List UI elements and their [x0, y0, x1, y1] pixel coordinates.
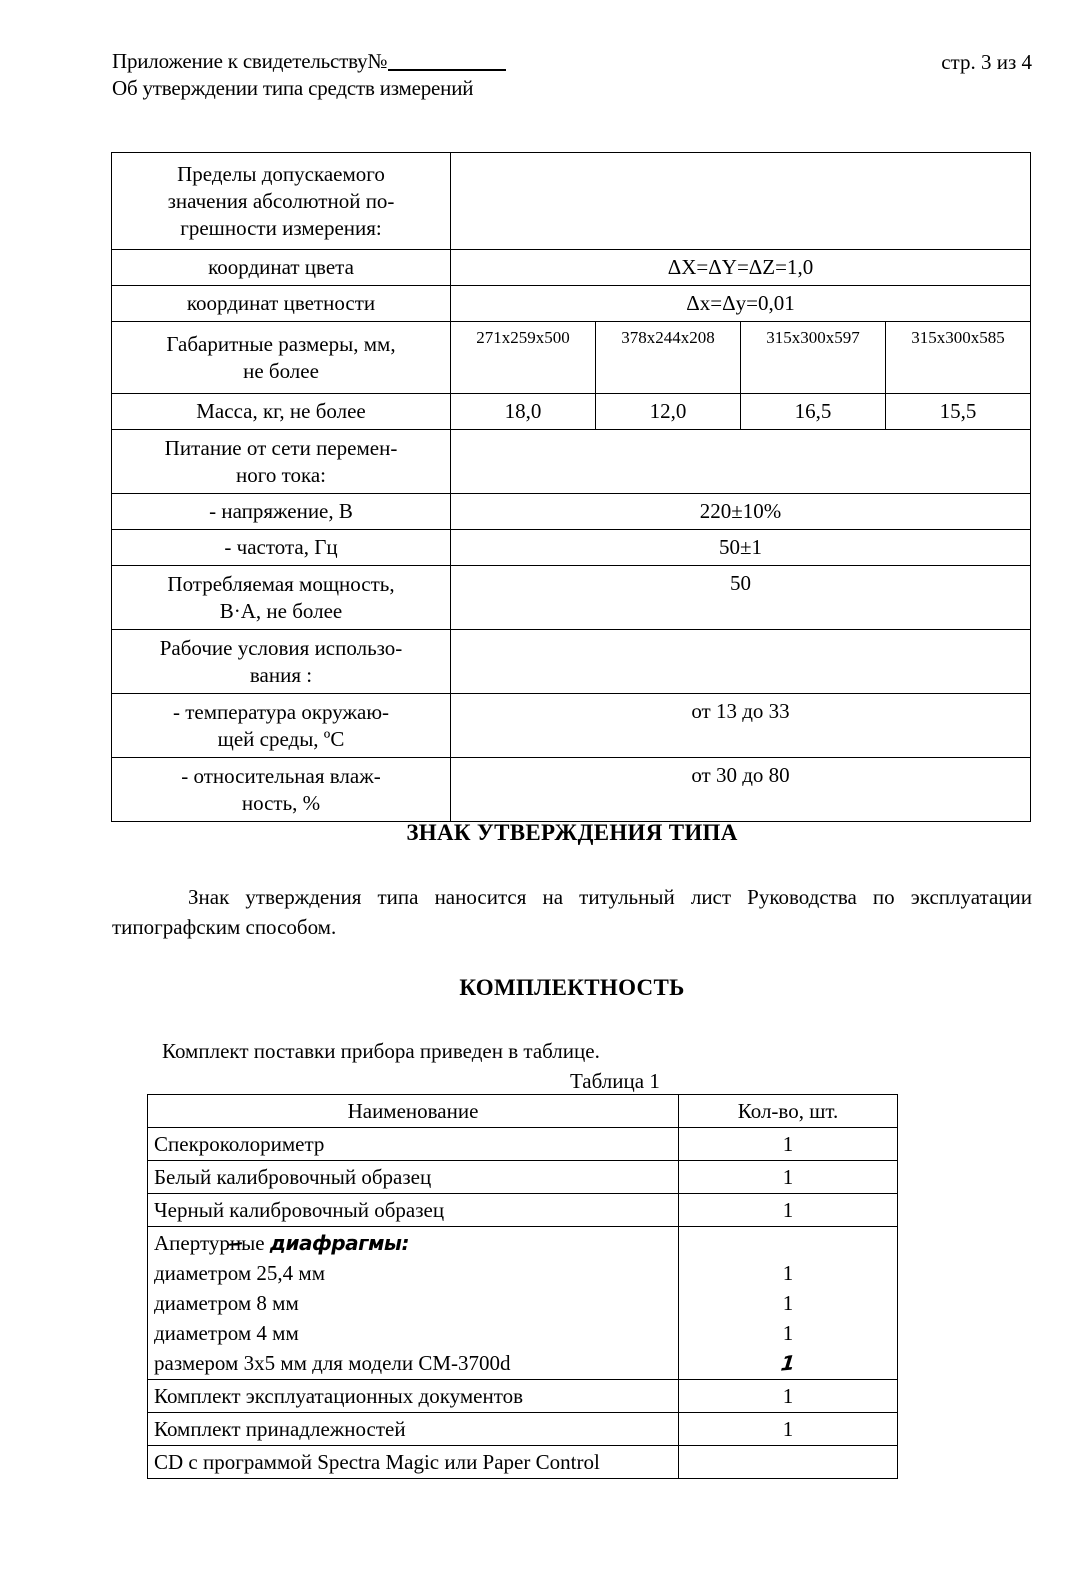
table-caption-table1: Таблица 1	[570, 1069, 660, 1093]
spec-value-dimensions-3: 315x300x597	[741, 322, 886, 394]
kit-item-qty: 1	[679, 1128, 898, 1161]
spec-label-voltage: - напряжение, В	[112, 494, 451, 530]
spec-value-power-consumption: 50	[451, 566, 1031, 630]
table-row	[112, 494, 1031, 530]
spec-label-power-consumption	[112, 566, 451, 630]
spec-label-ambient-temperature	[112, 694, 451, 758]
spec-label-chromaticity-coordinates: координат цветности	[112, 286, 451, 322]
label-line: Пределы допускаемого	[177, 161, 385, 186]
spec-value-color-coordinates: ΔX=ΔY=ΔZ=1,0	[451, 250, 1031, 286]
table-row	[112, 394, 1031, 430]
aperture-struck-letter: н	[229, 1231, 242, 1255]
aperture-printed-prefix: Апертур	[154, 1231, 230, 1255]
spec-value-dimensions-4: 315x300x585	[886, 322, 1031, 394]
kit-item-qty: 1	[679, 1413, 898, 1446]
table-row	[112, 630, 1031, 694]
spec-value-mass-4: 15,5	[886, 394, 1031, 430]
table-row	[112, 758, 1031, 822]
spec-label-mass: Масса, кг, не более	[112, 394, 451, 430]
label-line: щей среды, ºC	[217, 726, 345, 751]
complectation-table	[147, 1094, 898, 1479]
aperture-heading-line	[154, 1228, 672, 1258]
spec-value-voltage: 220±10%	[451, 494, 1031, 530]
spec-value-operating-conditions	[451, 630, 1031, 694]
table-row	[148, 1380, 898, 1413]
label-line: грешности измерения:	[180, 215, 382, 240]
label-line: вания :	[249, 662, 313, 687]
kit-item-qty: 1	[679, 1161, 898, 1194]
label-line: Габаритные размеры, мм,	[166, 331, 396, 356]
aperture-subitem: размером 3x5 мм для модели CM-3700d	[154, 1351, 511, 1375]
spec-label-accuracy-limits	[112, 153, 451, 250]
table-row	[148, 1413, 898, 1446]
column-header-quantity: Кол-во, шт.	[679, 1095, 898, 1128]
kit-item-name-apertures	[148, 1227, 679, 1380]
spec-value-mass-2: 12,0	[596, 394, 741, 430]
table-row	[112, 694, 1031, 758]
label-line: Питание от сети перемен-	[164, 435, 398, 460]
label-line: Рабочие условия использо-	[159, 635, 403, 660]
aperture-subitem: диаметром 25,4 мм	[154, 1261, 326, 1285]
section-heading-type-approval-mark: ЗНАК УТВЕРЖДЕНИЯ ТИПА	[406, 820, 738, 845]
spec-label-frequency: - частота, Гц	[112, 530, 451, 566]
aperture-subitem-qty: 1	[782, 1291, 794, 1315]
kit-item-qty-apertures	[679, 1227, 898, 1380]
label-line: ность, %	[241, 790, 321, 815]
aperture-printed-suffix: ые	[241, 1231, 270, 1255]
label-line: не более	[243, 358, 319, 383]
kit-item-name: Черный калибровочный образец	[148, 1194, 679, 1227]
spec-label-operating-conditions	[112, 630, 451, 694]
header-certificate-prefix: Приложение к свидетельству№	[112, 49, 388, 73]
label-line: значения абсолютной по-	[167, 188, 395, 213]
table-row	[148, 1194, 898, 1227]
header-certificate-line	[112, 48, 506, 75]
spec-value-dimensions-1: 271x259x500	[451, 322, 596, 394]
label-line: Потребляемая мощность,	[167, 571, 395, 596]
spec-value-mass-1: 18,0	[451, 394, 596, 430]
aperture-subitem-qty: 1	[782, 1321, 794, 1345]
spec-value-relative-humidity: от 30 до 80	[451, 758, 1031, 822]
kit-item-name: Комплект эксплуатационных документов	[148, 1380, 679, 1413]
spec-value-power-supply	[451, 430, 1031, 494]
spec-value-dimensions-2: 378x244x208	[596, 322, 741, 394]
table-row	[112, 322, 1031, 394]
spec-label-relative-humidity	[112, 758, 451, 822]
label-line: ного тока:	[235, 462, 327, 487]
spec-value-empty	[451, 153, 1031, 250]
kit-item-qty: 1	[679, 1380, 898, 1413]
kit-item-qty: 1	[679, 1194, 898, 1227]
label-line: - температура окружаю-	[173, 699, 389, 724]
kit-item-qty	[679, 1446, 898, 1479]
spec-label-color-coordinates: координат цвета	[112, 250, 451, 286]
specifications-table	[111, 152, 1031, 822]
aperture-subitem: диаметром 4 мм	[154, 1321, 299, 1345]
paragraph-type-approval-mark: Знак утверждения типа наносится на титульный лист Руководства по эксплуатации типографским способом.	[112, 885, 1032, 939]
document-header	[112, 48, 1032, 102]
spec-label-power-supply	[112, 430, 451, 494]
handwritten-quantity: 1	[779, 1350, 797, 1376]
spec-value-ambient-temperature: от 13 до 33	[451, 694, 1031, 758]
spec-value-frequency: 50±1	[451, 530, 1031, 566]
aperture-subitem: диаметром 8 мм	[154, 1291, 299, 1315]
kit-item-name-cd: CD с программой Spectra Magic или Paper Control	[148, 1446, 679, 1479]
header-left-block	[112, 48, 506, 102]
aperture-handwritten-correction: диафрагмы:	[269, 1231, 409, 1255]
spec-label-dimensions	[112, 322, 451, 394]
certificate-number-blank[interactable]	[388, 69, 506, 71]
table-header-row	[148, 1095, 898, 1128]
label-line: В·А, не более	[219, 598, 343, 623]
label-line: - относительная влаж-	[181, 763, 381, 788]
spec-value-mass-3: 16,5	[741, 394, 886, 430]
table-row	[112, 153, 1031, 250]
table-row	[112, 430, 1031, 494]
page-number-label: стр. 3 из 4	[941, 50, 1032, 74]
kit-item-name: Спекроколориметр	[148, 1128, 679, 1161]
table-row	[112, 566, 1031, 630]
kit-item-name: Комплект принадлежностей	[148, 1413, 679, 1446]
table-row	[148, 1446, 898, 1479]
aperture-subitem-qty-handwritten	[685, 1348, 891, 1378]
kit-item-name: Белый калибровочный образец	[148, 1161, 679, 1194]
table-row	[148, 1128, 898, 1161]
paragraph-complectation-intro: Комплект поставки прибора приведен в таблице.	[162, 1039, 600, 1063]
table-row	[112, 530, 1031, 566]
section-heading-complectation: КОМПЛЕКТНОСТЬ	[459, 975, 685, 1000]
table-row	[112, 286, 1031, 322]
aperture-subitem-qty: 1	[782, 1261, 794, 1285]
header-subtitle: Об утверждении типа средств измерений	[112, 76, 474, 100]
column-header-name: Наименование	[148, 1095, 679, 1128]
spec-value-chromaticity-coordinates: Δx=Δy=0,01	[451, 286, 1031, 322]
table-row	[148, 1161, 898, 1194]
table-row-apertures	[148, 1227, 898, 1380]
table-row	[112, 250, 1031, 286]
